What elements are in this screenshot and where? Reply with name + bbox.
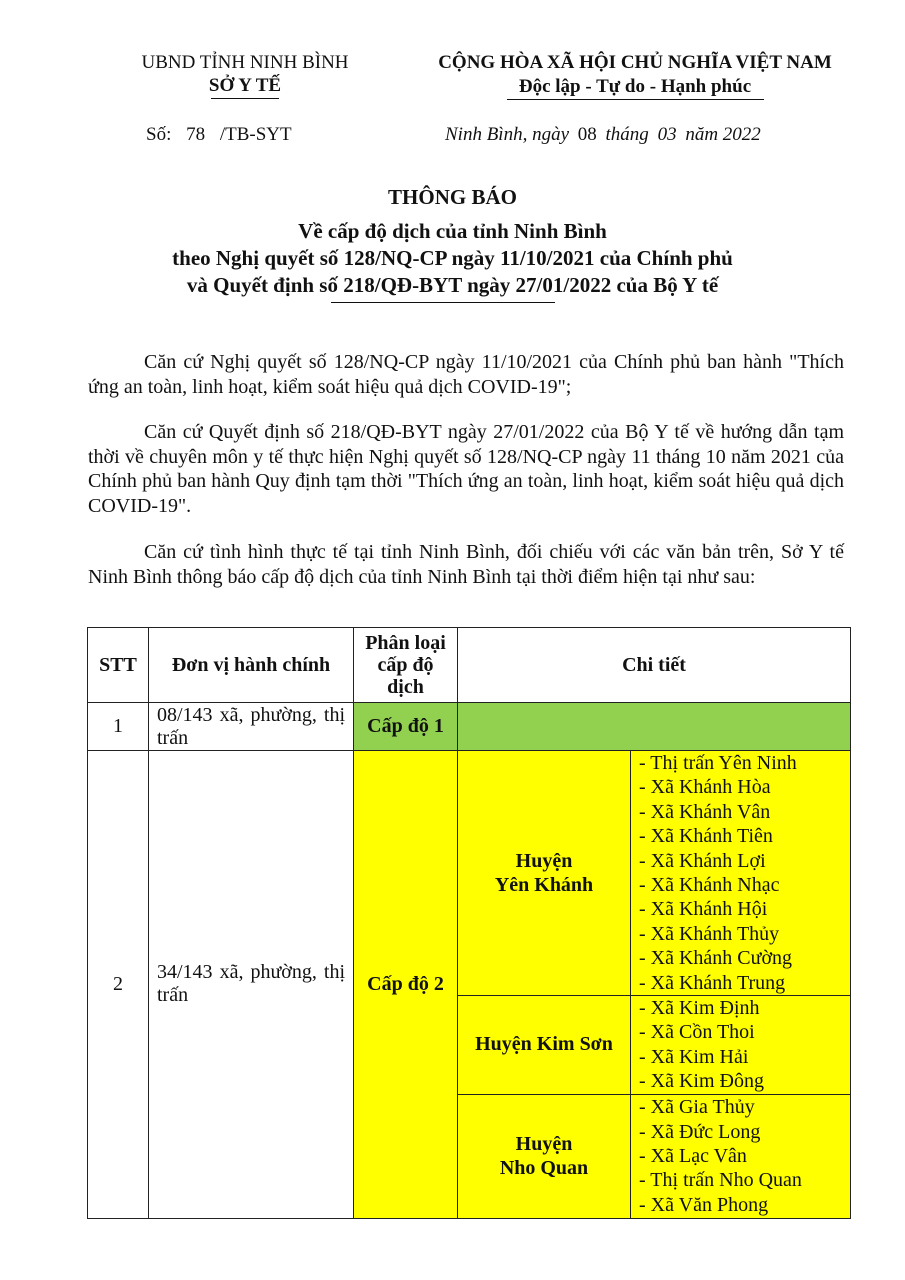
header-stt: STT	[88, 628, 149, 703]
motto-underline	[507, 99, 764, 100]
date-month-word: tháng	[605, 124, 649, 145]
list-item: - Xã Cồn Thoi	[639, 1021, 755, 1044]
date-month: 03	[657, 124, 677, 145]
table-row	[88, 751, 851, 996]
row-2-unit: 34/143 xã, phường, thị trấn	[149, 751, 354, 1219]
district-name-line2: Yên Khánh	[494, 874, 594, 897]
date-place: Ninh Bình, ngày	[445, 124, 570, 145]
list-item: - Xã Gia Thủy	[639, 1096, 755, 1119]
header-level-line3: dịch	[387, 676, 424, 698]
doc-date	[445, 124, 761, 146]
list-item: - Xã Khánh Cường	[639, 947, 793, 970]
table-row	[88, 703, 851, 751]
epidemic-level-table	[87, 627, 851, 1219]
list-item: - Thị trấn Nho Quan	[639, 1169, 802, 1192]
country-name: CỘNG HÒA XÃ HỘI CHỦ NGHĨA VIỆT NAM	[438, 52, 832, 73]
row-2-stt: 2	[88, 751, 149, 1219]
row-1-unit: 08/143 xã, phường, thị trấn	[149, 703, 354, 751]
header-unit: Đơn vị hành chính	[149, 628, 354, 703]
district-name-line2: Nho Quan	[499, 1157, 589, 1180]
list-item: - Xã Văn Phong	[639, 1193, 769, 1216]
district-name-line1: Huyện	[515, 1133, 573, 1156]
agency-top: UBND TỈNH NINH BÌNH	[141, 52, 349, 73]
row-2-level: Cấp độ 2	[354, 751, 458, 1219]
doc-title: THÔNG BÁO	[388, 185, 517, 209]
communes-kim-son	[631, 996, 851, 1095]
row-1-detail	[458, 703, 851, 751]
list-item: - Xã Lạc Vân	[639, 1144, 747, 1167]
paragraph-2: Căn cứ Quyết định số 218/QĐ-BYT ngày 27/01/2022 của Bộ Y tế về hướng dẫn tạm thời về chuyên môn y tế thực hiện Nghị quyết số 128/NQ-CP ngày 11 tháng 10 năm 2021 của Chính phủ ban hành Quy định tạm thời "Thích ứng an toàn, linh hoạt, kiểm soát hiệu quả dịch COVID-19".	[88, 421, 844, 517]
communes-nho-quan	[631, 1094, 851, 1218]
doc-subtitle-2: theo Nghị quyết số 128/NQ-CP ngày 11/10/2021 của Chính phủ	[172, 246, 733, 270]
header-level	[354, 628, 458, 703]
row-1-level: Cấp độ 1	[354, 703, 458, 751]
date-year: năm 2022	[685, 124, 761, 145]
list-item: - Xã Khánh Thủy	[639, 922, 780, 945]
table-header-row	[88, 628, 851, 703]
list-item: - Xã Khánh Hội	[639, 898, 768, 921]
motto: Độc lập - Tự do - Hạnh phúc	[518, 76, 752, 97]
header-detail: Chi tiết	[458, 628, 851, 703]
header-level-line1: Phân loại	[365, 632, 446, 654]
date-day: 08	[577, 124, 597, 145]
agency-name: SỞ Y TẾ	[208, 75, 282, 96]
communes-yen-khanh	[631, 751, 851, 996]
doc-subtitle-1: Về cấp độ dịch của tỉnh Ninh Bình	[298, 219, 607, 243]
list-item: - Xã Khánh Tiên	[639, 825, 773, 848]
header-level-line2: cấp độ	[377, 654, 434, 676]
doc-number-suffix: /TB-SYT	[219, 124, 292, 145]
list-item: - Xã Khánh Hòa	[639, 776, 771, 799]
district-nho-quan	[458, 1094, 631, 1218]
list-item: - Xã Khánh Nhạc	[639, 874, 780, 897]
doc-number	[146, 124, 292, 146]
list-item: - Xã Kim Đông	[639, 1070, 764, 1093]
doc-number-prefix: Số:	[146, 124, 172, 145]
agency-underline	[211, 98, 279, 99]
list-item: - Xã Kim Hải	[639, 1045, 749, 1068]
list-item: - Xã Đức Long	[639, 1120, 761, 1143]
list-item: - Thị trấn Yên Ninh	[639, 752, 797, 774]
list-item: - Xã Khánh Lợi	[639, 849, 766, 872]
district-name-line1: Huyện	[515, 850, 573, 873]
district-yen-khanh	[458, 751, 631, 996]
doc-number-value: 78	[186, 124, 206, 145]
list-item: - Xã Khánh Vân	[639, 800, 771, 823]
district-kim-son: Huyện Kim Sơn	[458, 996, 631, 1095]
row-1-stt: 1	[88, 703, 149, 751]
paragraph-1: Căn cứ Nghị quyết số 128/NQ-CP ngày 11/10/2021 của Chính phủ ban hành "Thích ứng an toàn, linh hoạt, kiểm soát hiệu quả dịch COVID-19";	[88, 351, 844, 398]
paragraph-3: Căn cứ tình hình thực tế tại tỉnh Ninh Bình, đối chiếu với các văn bản trên, Sở Y tế Ninh Bình thông báo cấp độ dịch của tỉnh Ninh Bình tại thời điểm hiện tại như sau:	[88, 541, 844, 588]
list-item: - Xã Khánh Trung	[639, 971, 786, 994]
doc-subtitle-3: và Quyết định số 218/QĐ-BYT ngày 27/01/2022 của Bộ Y tế	[186, 273, 719, 297]
list-item: - Xã Kim Định	[639, 997, 760, 1020]
title-underline	[331, 302, 555, 303]
